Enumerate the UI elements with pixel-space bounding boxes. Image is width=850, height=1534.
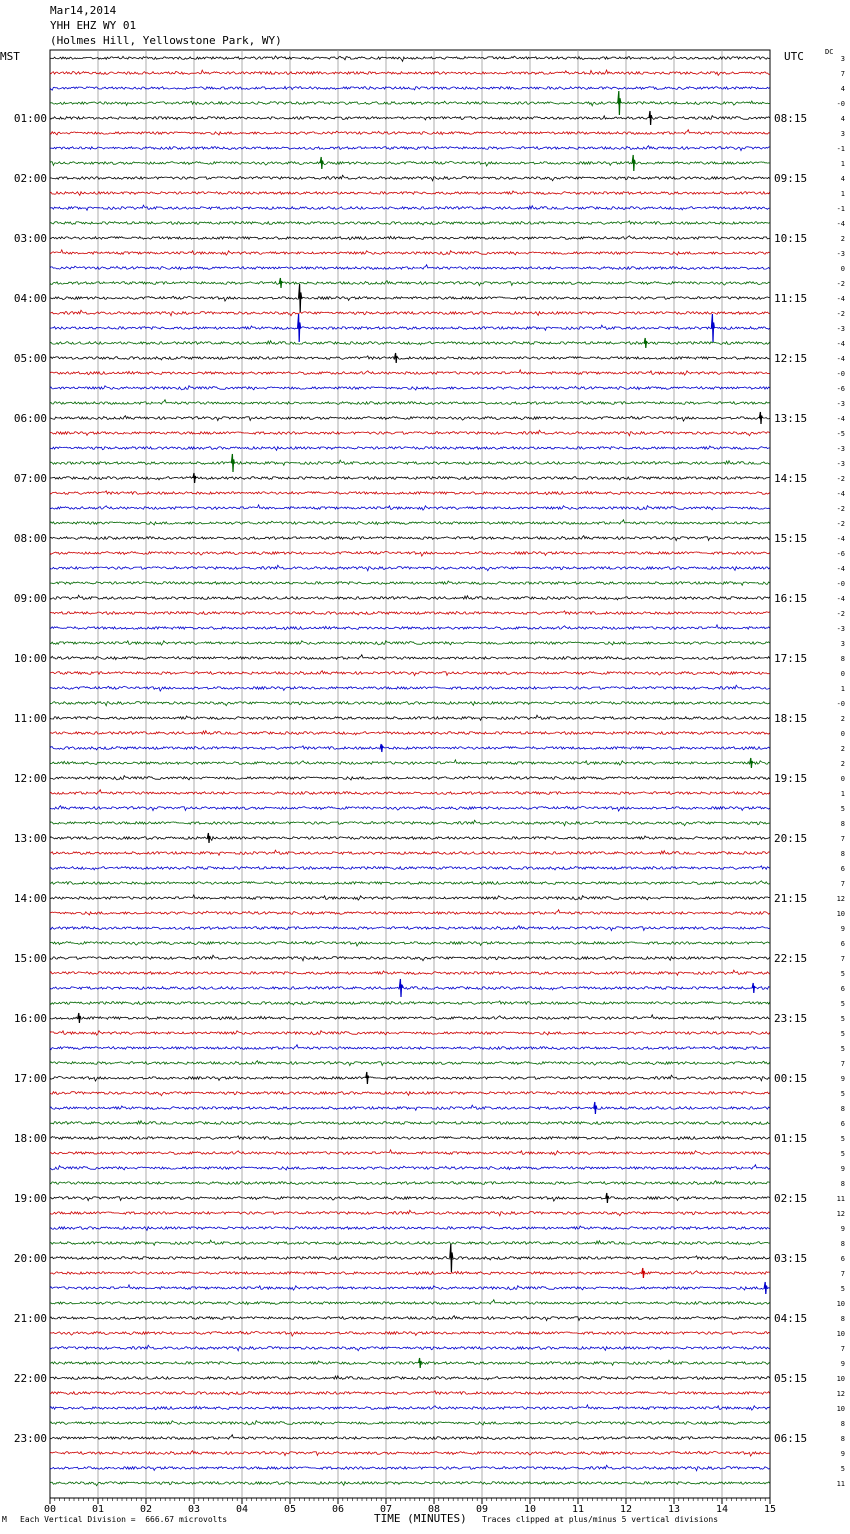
seismic-trace <box>50 1391 770 1395</box>
seismic-trace <box>50 175 770 181</box>
seismic-trace <box>50 205 770 210</box>
seismic-trace <box>50 341 770 345</box>
dc-offset-label: 8 <box>840 1315 845 1323</box>
seismic-trace <box>50 130 770 135</box>
dc-offset-label: -4 <box>836 535 845 543</box>
seismic-trace <box>50 296 770 301</box>
x-tick-label: 12 <box>619 1504 633 1515</box>
seismic-trace <box>50 400 770 405</box>
seismic-trace <box>50 641 770 645</box>
seismic-trace <box>50 1045 770 1050</box>
seismic-event-spike <box>207 833 210 843</box>
dc-offset-label: 10 <box>836 1300 845 1308</box>
left-hour-label: 09:00 <box>13 592 47 605</box>
dc-offset-label: 8 <box>840 1240 845 1248</box>
seismic-trace <box>50 1285 770 1290</box>
seismic-trace <box>50 1451 770 1456</box>
dc-offset-label: 7 <box>840 880 845 888</box>
seismic-trace <box>50 310 770 316</box>
seismic-trace <box>50 910 770 915</box>
seismic-trace <box>50 746 770 750</box>
seismic-trace <box>50 866 770 870</box>
seismic-trace <box>50 1061 770 1066</box>
left-hour-label: 13:00 <box>13 832 47 845</box>
seismic-trace <box>50 1405 770 1410</box>
dc-offset-label: 5 <box>840 1465 845 1473</box>
seismic-trace <box>50 836 770 840</box>
dc-offset-label: 7 <box>840 1270 845 1278</box>
dc-offset-label: 8 <box>840 1435 845 1443</box>
dc-offset-label: 2 <box>840 715 845 723</box>
dc-offset-label: 5 <box>840 1285 845 1293</box>
dc-offset-label: -4 <box>836 295 845 303</box>
dc-offset-label: -4 <box>836 415 845 423</box>
right-hour-label: 12:15 <box>774 352 808 365</box>
left-hour-label: 02:00 <box>13 172 47 185</box>
right-hour-label: 22:15 <box>774 952 808 965</box>
left-hour-label: 08:00 <box>13 532 47 545</box>
seismic-trace <box>50 460 770 465</box>
dc-offset-label: 10 <box>836 910 845 918</box>
seismic-trace <box>50 1181 770 1185</box>
dc-offset-label: 5 <box>840 1150 845 1158</box>
dc-offset-label: 8 <box>840 655 845 663</box>
dc-offset-label: 4 <box>840 115 845 123</box>
seismic-trace <box>50 986 770 990</box>
seismic-trace <box>50 955 770 961</box>
seismic-trace <box>50 1226 770 1230</box>
seismic-trace <box>50 685 770 691</box>
left-hour-label: 11:00 <box>13 712 47 725</box>
right-hour-label: 09:15 <box>774 172 808 185</box>
dc-offset-label: -4 <box>836 595 845 603</box>
seismic-trace <box>50 895 770 900</box>
dc-offset-label: 8 <box>840 1105 845 1113</box>
dc-offset-label: 5 <box>840 1030 845 1038</box>
right-hour-label: 10:15 <box>774 232 808 245</box>
right-hour-label: 01:15 <box>774 1132 808 1145</box>
dc-offset-label: 7 <box>840 70 845 78</box>
dc-offset-label: -4 <box>836 355 845 363</box>
x-tick-label: 15 <box>763 1504 777 1515</box>
seismic-event-spike <box>632 155 635 171</box>
seismic-trace <box>50 161 770 166</box>
seismic-trace <box>50 1256 770 1260</box>
dc-offset-label: 9 <box>840 1450 845 1458</box>
x-tick-label: 07 <box>379 1504 393 1515</box>
dc-offset-label: -5 <box>836 430 845 438</box>
dc-offset-label: -3 <box>836 325 845 333</box>
right-hour-label: 23:15 <box>774 1012 808 1025</box>
left-hour-label: 15:00 <box>13 952 47 965</box>
dc-offset-label: -4 <box>836 490 845 498</box>
dc-offset-label: 12 <box>836 1390 845 1398</box>
left-hour-label: 04:00 <box>13 292 47 305</box>
left-hour-label: 12:00 <box>13 772 47 785</box>
seismic-trace <box>50 1482 770 1486</box>
dc-offset-label: -0 <box>836 100 845 108</box>
left-hour-label: 20:00 <box>13 1252 47 1265</box>
dc-offset-label: 2 <box>840 760 845 768</box>
dc-offset-label: 0 <box>840 670 845 678</box>
dc-offset-label: -4 <box>836 340 845 348</box>
seismic-event-spike <box>618 91 621 115</box>
seismic-trace <box>50 356 770 360</box>
seismic-event-spike <box>320 157 323 169</box>
x-tick-label: 13 <box>667 1504 681 1515</box>
left-hour-label: 06:00 <box>13 412 47 425</box>
dc-offset-label: 3 <box>840 55 845 63</box>
seismic-event-spike <box>606 1193 609 1203</box>
dc-offset-label: 1 <box>840 685 845 693</box>
dc-offset-label: -1 <box>836 205 845 213</box>
seismic-trace <box>50 386 770 390</box>
left-hour-label: 10:00 <box>13 652 47 665</box>
right-hour-label: 08:15 <box>774 112 808 125</box>
right-hour-label: 20:15 <box>774 832 808 845</box>
left-hour-label: 03:00 <box>13 232 47 245</box>
x-tick-label: 01 <box>91 1504 105 1515</box>
dc-offset-label: 5 <box>840 1045 845 1053</box>
right-hour-label: 21:15 <box>774 892 808 905</box>
seismic-trace <box>50 250 770 255</box>
seismic-trace <box>50 1331 770 1336</box>
left-hour-label: 01:00 <box>13 112 47 125</box>
dc-offset-label: 6 <box>840 940 845 948</box>
dc-offset-label: 5 <box>840 1135 845 1143</box>
dc-offset-label: 7 <box>840 1345 845 1353</box>
right-hour-label: 02:15 <box>774 1192 808 1205</box>
dc-offset-label: -2 <box>836 280 845 288</box>
x-tick-label: 14 <box>715 1504 729 1515</box>
left-hour-label: 05:00 <box>13 352 47 365</box>
dc-offset-label: 8 <box>840 1180 845 1188</box>
seismic-trace <box>50 446 770 450</box>
dc-offset-label: -2 <box>836 310 845 318</box>
seismic-event-spike <box>193 473 196 483</box>
right-hour-label: 04:15 <box>774 1312 808 1325</box>
seismic-trace <box>50 1210 770 1216</box>
dc-offset-label: 6 <box>840 865 845 873</box>
seismic-event-spike <box>419 1358 422 1368</box>
seismic-trace <box>50 731 770 735</box>
right-hour-label: 18:15 <box>774 712 808 725</box>
dc-offset-label: 0 <box>840 775 845 783</box>
right-hour-label: 14:15 <box>774 472 808 485</box>
dc-offset-label: 0 <box>840 265 845 273</box>
seismic-trace <box>50 1150 770 1155</box>
left-hour-label: 18:00 <box>13 1132 47 1145</box>
dc-offset-label: -1 <box>836 145 845 153</box>
x-tick-label: 05 <box>283 1504 297 1515</box>
dc-offset-label: 3 <box>840 640 845 648</box>
right-hour-label: 19:15 <box>774 772 808 785</box>
seismic-trace <box>50 146 770 151</box>
seismic-trace <box>50 1031 770 1035</box>
dc-offset-label: 11 <box>836 1195 845 1203</box>
dc-offset-label: 1 <box>840 190 845 198</box>
left-timezone-label: MST <box>0 50 20 63</box>
dc-offset-label: 9 <box>840 925 845 933</box>
x-tick-label: 04 <box>235 1504 249 1515</box>
right-hour-label: 15:15 <box>774 532 808 545</box>
dc-offset-label: -2 <box>836 475 845 483</box>
dc-offset-label: 3 <box>840 130 845 138</box>
dc-offset-label: 1 <box>840 790 845 798</box>
seismic-event-spike <box>399 979 402 997</box>
vertical-division-note: Each Vertical Division = 666.67 microvolts <box>20 1515 228 1524</box>
dc-offset-label: 6 <box>840 1120 845 1128</box>
seismic-trace <box>50 715 770 720</box>
dc-offset-label: 1 <box>840 160 845 168</box>
dc-offset-label: -6 <box>836 385 845 393</box>
seismic-trace <box>50 1421 770 1425</box>
seismic-trace <box>50 926 770 931</box>
seismic-trace <box>50 625 770 630</box>
seismic-trace <box>50 655 770 660</box>
seismic-trace <box>50 1465 770 1471</box>
dc-offset-label: 2 <box>840 745 845 753</box>
dc-offset-label: -2 <box>836 520 845 528</box>
seismic-event-spike <box>759 412 762 424</box>
seismic-trace <box>50 1015 770 1020</box>
seismic-trace <box>50 56 770 62</box>
dc-offset-label: -3 <box>836 250 845 258</box>
right-hour-label: 00:15 <box>774 1072 808 1085</box>
seismic-trace <box>50 760 770 765</box>
dc-offset-label: 7 <box>840 955 845 963</box>
seismic-trace <box>50 941 770 946</box>
x-tick-label: 11 <box>571 1504 585 1515</box>
right-hour-label: 13:15 <box>774 412 808 425</box>
seismic-trace <box>50 477 770 480</box>
left-hour-label: 07:00 <box>13 472 47 485</box>
dc-offset-label: 7 <box>840 835 845 843</box>
dc-offset-label: -4 <box>836 220 845 228</box>
seismic-trace <box>50 1300 770 1305</box>
seismic-event-spike <box>450 1244 453 1272</box>
seismic-trace <box>50 850 770 855</box>
seismic-trace <box>50 505 770 510</box>
seismic-trace <box>50 1075 770 1081</box>
dc-offset-label: -0 <box>836 580 845 588</box>
x-tick-label: 08 <box>427 1504 441 1515</box>
dc-offset-label: 12 <box>836 895 845 903</box>
dc-offset-label: -0 <box>836 700 845 708</box>
seismic-trace <box>50 536 770 541</box>
seismic-trace <box>50 1435 770 1440</box>
right-hour-label: 11:15 <box>774 292 808 305</box>
seismic-trace <box>50 1092 770 1096</box>
dc-offset-label: -3 <box>836 400 845 408</box>
dc-offset-label: 5 <box>840 1000 845 1008</box>
seismic-trace <box>50 611 770 615</box>
dc-offset-label: 8 <box>840 820 845 828</box>
seismic-trace <box>50 236 770 240</box>
corner-mark: M <box>2 1515 7 1524</box>
dc-offset-label: 8 <box>840 850 845 858</box>
seismic-trace <box>50 370 770 375</box>
dc-offset-label: -0 <box>836 370 845 378</box>
dc-offset-label: -6 <box>836 550 845 558</box>
seismic-trace <box>50 790 770 795</box>
seismic-event-spike <box>395 353 398 363</box>
seismic-trace <box>50 325 770 330</box>
x-tick-label: 09 <box>475 1504 489 1515</box>
seismic-trace <box>50 430 770 436</box>
seismic-trace <box>50 1105 770 1110</box>
right-hour-label: 03:15 <box>774 1252 808 1265</box>
left-hour-label: 16:00 <box>13 1012 47 1025</box>
seismic-event-spike <box>594 1102 597 1114</box>
seismic-trace <box>50 416 770 421</box>
seismic-event-spike <box>299 284 302 312</box>
seismic-event-spike <box>642 1268 645 1278</box>
dc-offset-label: 9 <box>840 1075 845 1083</box>
seismic-trace <box>50 520 770 525</box>
seismic-trace <box>50 970 770 975</box>
right-hour-label: 16:15 <box>774 592 808 605</box>
dc-offset-label: 0 <box>840 730 845 738</box>
seismic-trace <box>50 1001 770 1005</box>
seismic-trace <box>50 116 770 120</box>
x-tick-label: 03 <box>187 1504 201 1515</box>
dc-offset-label: 9 <box>840 1165 845 1173</box>
seismic-trace <box>50 1240 770 1245</box>
seismic-trace <box>50 1271 770 1275</box>
dc-offset-label: -3 <box>836 625 845 633</box>
seismic-trace <box>50 281 770 286</box>
dc-offset-label: 5 <box>840 970 845 978</box>
seismic-trace <box>50 1360 770 1365</box>
seismic-event-spike <box>78 1013 81 1023</box>
seismic-trace <box>50 806 770 811</box>
seismic-trace <box>50 551 770 556</box>
seismic-trace <box>50 595 770 600</box>
dc-offset-label: 12 <box>836 1210 845 1218</box>
left-hour-label: 19:00 <box>13 1192 47 1205</box>
seismic-trace <box>50 820 770 826</box>
left-hour-label: 22:00 <box>13 1372 47 1385</box>
seismic-trace <box>50 70 770 75</box>
seismic-trace <box>50 491 770 495</box>
seismic-trace <box>50 1316 770 1321</box>
dc-offset-label: 8 <box>840 1420 845 1428</box>
seismic-event-spike <box>752 983 755 993</box>
dc-offset-label: -2 <box>836 610 845 618</box>
left-hour-label: 23:00 <box>13 1432 47 1445</box>
seismic-event-spike <box>231 454 234 472</box>
station-code: YHH EHZ WY 01 <box>50 19 137 32</box>
seismic-trace <box>50 565 770 571</box>
x-axis-title: TIME (MINUTES) <box>374 1512 467 1525</box>
seismic-trace <box>50 881 770 885</box>
dc-offset-label: 4 <box>840 85 845 93</box>
dc-column-label: DC <box>825 48 834 56</box>
seismic-event-spike <box>750 758 753 768</box>
right-timezone-label: UTC <box>784 50 804 63</box>
seismic-trace <box>50 1136 770 1140</box>
dc-offset-label: 10 <box>836 1405 845 1413</box>
left-hour-label: 21:00 <box>13 1312 47 1325</box>
station-location: (Holmes Hill, Yellowstone Park, WY) <box>50 34 282 47</box>
dc-offset-label: 10 <box>836 1330 845 1338</box>
dc-offset-label: -3 <box>836 460 845 468</box>
seismic-event-spike <box>711 314 714 342</box>
seismic-trace <box>50 265 770 270</box>
dc-offset-label: 6 <box>840 985 845 993</box>
clipping-note: Traces clipped at plus/minus 5 vertical divisions <box>482 1515 719 1524</box>
seismic-trace <box>50 671 770 676</box>
right-hour-label: 17:15 <box>774 652 808 665</box>
dc-offset-label: 2 <box>840 235 845 243</box>
plot-date: Mar14,2014 <box>50 4 117 17</box>
seismic-event-spike <box>380 744 383 752</box>
dc-offset-label: -2 <box>836 505 845 513</box>
dc-offset-label: 9 <box>840 1225 845 1233</box>
seismic-event-spike <box>298 314 301 342</box>
dc-offset-label: 11 <box>836 1480 845 1488</box>
left-hour-label: 14:00 <box>13 892 47 905</box>
dc-offset-label: 6 <box>840 1255 845 1263</box>
x-tick-label: 00 <box>43 1504 57 1515</box>
x-tick-label: 10 <box>523 1504 537 1515</box>
right-hour-label: 06:15 <box>774 1432 808 1445</box>
seismic-trace <box>50 101 770 106</box>
dc-offset-label: 9 <box>840 1360 845 1368</box>
seismic-event-spike <box>649 111 652 125</box>
dc-offset-label: 7 <box>840 1060 845 1068</box>
seismic-event-spike <box>366 1072 369 1084</box>
seismic-trace <box>50 1121 770 1125</box>
dc-offset-label: -3 <box>836 445 845 453</box>
seismic-event-spike <box>764 1282 767 1294</box>
seismic-event-spike <box>279 278 282 288</box>
dc-offset-label: 10 <box>836 1375 845 1383</box>
seismic-trace <box>50 86 770 90</box>
dc-offset-label: 5 <box>840 1090 845 1098</box>
seismic-event-spike <box>644 338 647 348</box>
dc-offset-label: 5 <box>840 1015 845 1023</box>
seismic-trace <box>50 581 770 585</box>
x-tick-label: 06 <box>331 1504 345 1515</box>
seismic-trace <box>50 191 770 195</box>
right-hour-label: 05:15 <box>774 1372 808 1385</box>
seismic-trace <box>50 1196 770 1201</box>
seismic-trace <box>50 776 770 780</box>
dc-offset-label: 4 <box>840 175 845 183</box>
x-tick-label: 02 <box>139 1504 153 1515</box>
dc-offset-label: -4 <box>836 565 845 573</box>
seismic-trace <box>50 221 770 225</box>
seismic-trace <box>50 1345 770 1351</box>
seismic-trace <box>50 702 770 706</box>
dc-offset-label: 5 <box>840 805 845 813</box>
left-hour-label: 17:00 <box>13 1072 47 1085</box>
seismic-trace <box>50 1165 770 1170</box>
seismic-trace <box>50 1376 770 1380</box>
